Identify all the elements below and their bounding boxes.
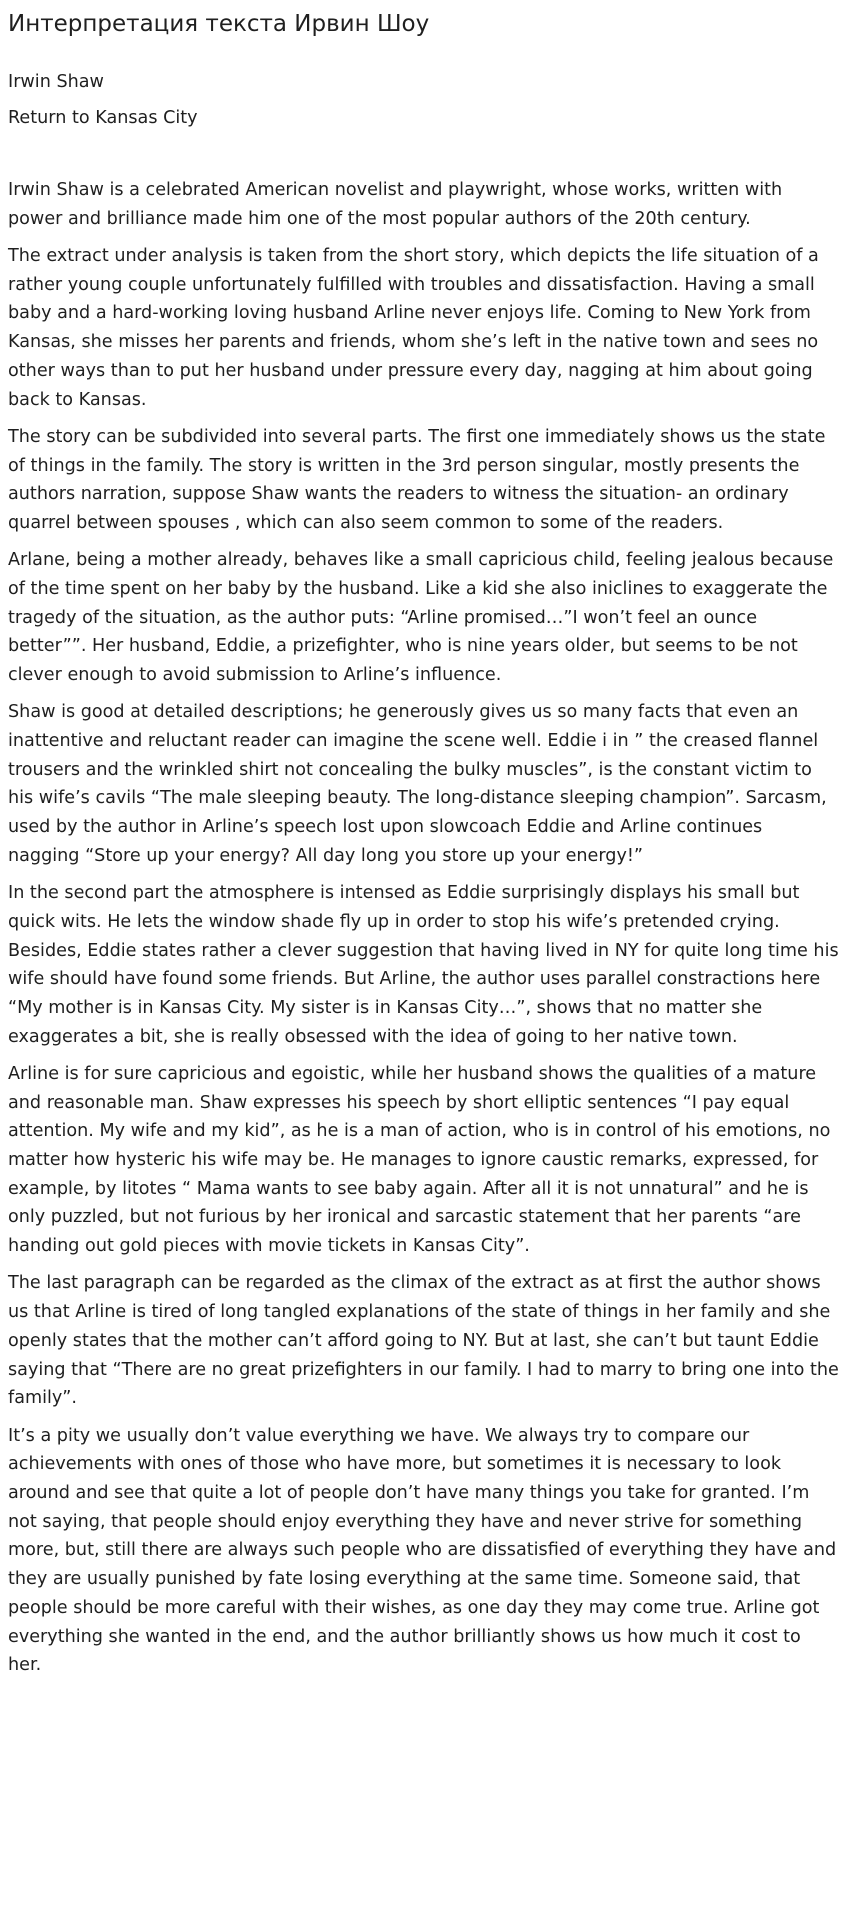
story-title: Return to Kansas City [8,108,198,128]
paragraph: Shaw is good at detailed descriptions; he generously gives us so many facts that even an inattentive and reluctant reader can imagine the scene well. Eddie i in ” the creased flannel trousers and the wrinkled shirt not concealing the bulky muscles”, is the constant victim to his wife’s cavils “The male sleeping beauty. The long-distance sleeping champion”. Sarcasm, used by the author in Arline’s speech lost upon slowcoach Eddie and Arline continues nagging “Store up your energy? All day long you store up your energy!” [8,702,833,866]
paragraph: The extract under analysis is taken from the short story, which depicts the life situation of a rather young couple unfortunately fulfilled with troubles and dissatisfaction. Having a small baby and a hard-working loving husband Arline never enjoys life. Coming to New York from Kansas, she misses her parents and friends, whom she’s left in the native town and sees no other ways than to put her husband under pressure every day, nagging at him about going back to Kansas. [8,246,825,410]
page-title: Интерпретация текста Ирвин Шоу [8,11,430,37]
paragraph: Arline is for sure capricious and egoistic, while her husband shows the qualities of a mature and reasonable man. Shaw expresses his speech by short elliptic sentences “I pay equal attention. My wife and my kid”, as he is a man of action, who is in control of his emotions, no matter how hysteric his wife may be. He manages to ignore caustic remarks, expressed, for example, by litotes “ Mama wants to see baby again. After all it is not unnatural” and he is only puzzled, but not furious by her ironical and sarcastic statement that her parents “are handing out gold pieces with movie tickets in Kansas City”. [8,1063,836,1257]
paragraph: The last paragraph can be regarded as the climax of the extract as at first the author shows us that Arline is tired of long tangled explanations of the state of things in her family and she openly states that the mother can’t afford going to NY. But at last, she can’t but taunt Eddie saying that “There are no great prizefighters in our family. I had to marry to bring one into the family”. [8,1273,845,1409]
paragraph: The story can be subdivided into several parts. The first one immediately shows us the state of things in the family. The story is written in the 3rd person singular, mostly presents the authors narration, suppose Shaw wants the readers to witness the situation- an ordinary quarrel between spouses , which can also seem common to some of the readers. [8,426,832,533]
paragraph: Irwin Shaw is a celebrated American novelist and playwright, whose works, written with power and brilliance made him one of the most popular authors of the 20th century. [8,180,788,229]
paragraph: In the second part the atmosphere is intensed as Eddie surprisingly displays his small but quick wits. He lets the window shade fly up in order to stop his wife’s pretended crying. Besides, Eddie states rather a clever suggestion that having lived in NY for quite long time his wife should have found some friends. But Arline, the author uses parallel constractions here “My mother is in Kansas City. My sister is in Kansas City…”, shows that no matter she exaggerates a bit, she is really obsessed with the idea of going to her native town. [8,883,845,1047]
author-name: Irwin Shaw [8,72,104,92]
paragraph: It’s a pity we usually don’t value everything we have. We always try to compare our achievements with ones of those who have more, but sometimes it is necessary to look around and see that quite a lot of people don’t have many things you take for granted. I’m not saying, that people should enjoy everything they have and never strive for something more, but, still there are always such people who are dissatisfied of everything they have and they are usually punished by fate losing everything at the same time. Someone said, that people should be more careful with their wishes, as one day they may come true. Arline got everything she wanted in the end, and the author brilliantly shows us how much it cost to her. [8,1425,842,1676]
article-body [8,176,845,1680]
paragraph: Arlane, being a mother already, behaves like a small capricious child, feeling jealous because of the time spent on her baby by the husband. Like a kid she also iniclines to exaggerate the tragedy of the situation, as the author puts: “Arline promised…”I won’t feel an ounce better””. Her husband, Eddie, a prizefighter, who is nine years older, but seems to be not clever enough to avoid submission to Arline’s influence. [8,550,839,686]
